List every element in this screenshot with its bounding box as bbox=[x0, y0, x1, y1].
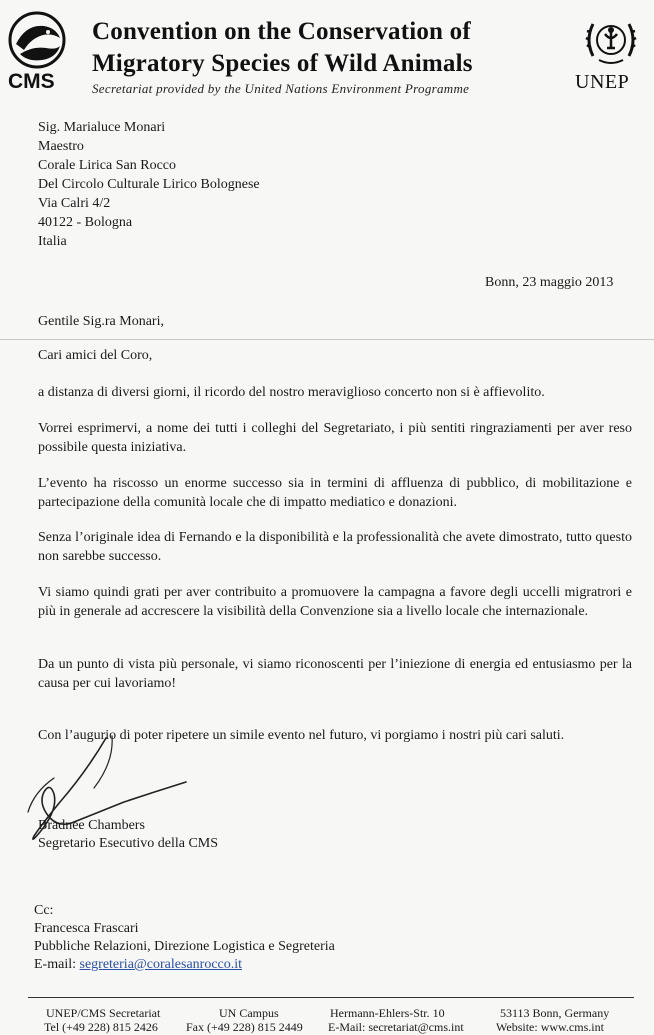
cc-label: Cc: bbox=[34, 903, 54, 918]
cc-email-line bbox=[34, 956, 335, 974]
cc-name: Francesca Frascari bbox=[34, 921, 139, 936]
un-wreath-emblem-icon bbox=[583, 12, 639, 68]
address-line: Del Circolo Culturale Lirico Bolognese bbox=[38, 177, 260, 192]
signer-name: Bradnee Chambers bbox=[38, 818, 145, 833]
signer-title: Segretario Esecutivo della CMS bbox=[38, 836, 219, 851]
letterhead-title-line2: Migratory Species of Wild Animals bbox=[92, 50, 473, 77]
footer-campus: UN Campus bbox=[219, 1006, 279, 1020]
body-greeting: Cari amici del Coro, bbox=[38, 348, 153, 363]
footer-city: 53113 Bonn, Germany bbox=[500, 1006, 610, 1020]
address-line: 40122 - Bologna bbox=[38, 215, 133, 230]
cc-role: Pubbliche Relazioni, Direzione Logistica e Segreteria bbox=[34, 939, 335, 954]
body-paragraph: Senza l’originale idea di Fernando e la disponibilità e la professionalità che avete dimostrato, tutto questo non sarebbe successo. bbox=[38, 530, 632, 564]
signature-block bbox=[38, 817, 218, 853]
body-paragraph: Da un punto di vista più personale, vi siamo riconoscenti per l’iniezione di energia ed entusiasmo per la causa per cui lavoriamo! bbox=[38, 657, 632, 691]
address-line: Italia bbox=[38, 234, 67, 249]
cc-email-label: E-mail: bbox=[34, 957, 76, 972]
footer-email[interactable]: E-Mail: secretariat@cms.int bbox=[328, 1020, 464, 1034]
address-line: Via Calri 4/2 bbox=[38, 196, 111, 211]
footer-street: Hermann-Ehlers-Str. 10 bbox=[330, 1006, 445, 1020]
footer-divider bbox=[28, 997, 634, 998]
cms-bird-emblem-icon bbox=[6, 10, 68, 70]
letter-date: Bonn, 23 maggio 2013 bbox=[485, 275, 614, 290]
address-line: Corale Lirica San Rocco bbox=[38, 158, 177, 173]
footer-org: UNEP/CMS Secretariat bbox=[46, 1006, 161, 1020]
footer-website[interactable]: Website: www.cms.int bbox=[496, 1020, 604, 1034]
body-paragraph: Vi siamo quindi grati per aver contribuito a promuovere la campagna a favore degli uccelli migratrori e più in generale ad accrescere la visibilità della Convenzione sia a livello locale che internazionale. bbox=[38, 585, 632, 619]
body-paragraph: a distanza di diversi giorni, il ricordo del nostro meraviglioso concerto non si è affievolito. bbox=[38, 385, 545, 400]
footer-fax: Fax (+49 228) 815 2449 bbox=[186, 1020, 303, 1034]
body-paragraph: Vorrei esprimervi, a nome dei tutti i colleghi del Segretariato, i più sentiti ringraziamenti per aver reso possibile questa iniziativa. bbox=[38, 421, 632, 455]
body-paragraph: L’evento ha riscosso un enorme successo sia in termini di affluenza di pubblico, di mobilitazione e partecipazione della comunità locale che di impatto mediatico e donazioni. bbox=[38, 476, 632, 510]
closing-paragraph: Con l’augurio di poter ripetere un simile evento nel futuro, vi porgiamo i nostri più cari saluti. bbox=[38, 728, 565, 743]
salutation: Gentile Sig.ra Monari, bbox=[38, 314, 164, 329]
cc-email-link[interactable]: segreteria@coralesanrocco.it bbox=[79, 957, 243, 972]
unep-logo-text: UNEP bbox=[575, 71, 630, 93]
address-line: Sig. Marialuce Monari bbox=[38, 120, 166, 135]
letterhead-title-line1: Convention on the Conservation of bbox=[92, 18, 471, 45]
page-fold-line bbox=[0, 339, 654, 340]
address-line: Maestro bbox=[38, 139, 84, 154]
footer-tel: Tel (+49 228) 815 2426 bbox=[44, 1020, 158, 1034]
cc-block bbox=[34, 902, 335, 974]
recipient-address bbox=[38, 118, 260, 251]
letterhead-subtitle: Secretariat provided by the United Nations Environment Programme bbox=[92, 81, 470, 96]
cms-logo-text: CMS bbox=[8, 70, 55, 93]
